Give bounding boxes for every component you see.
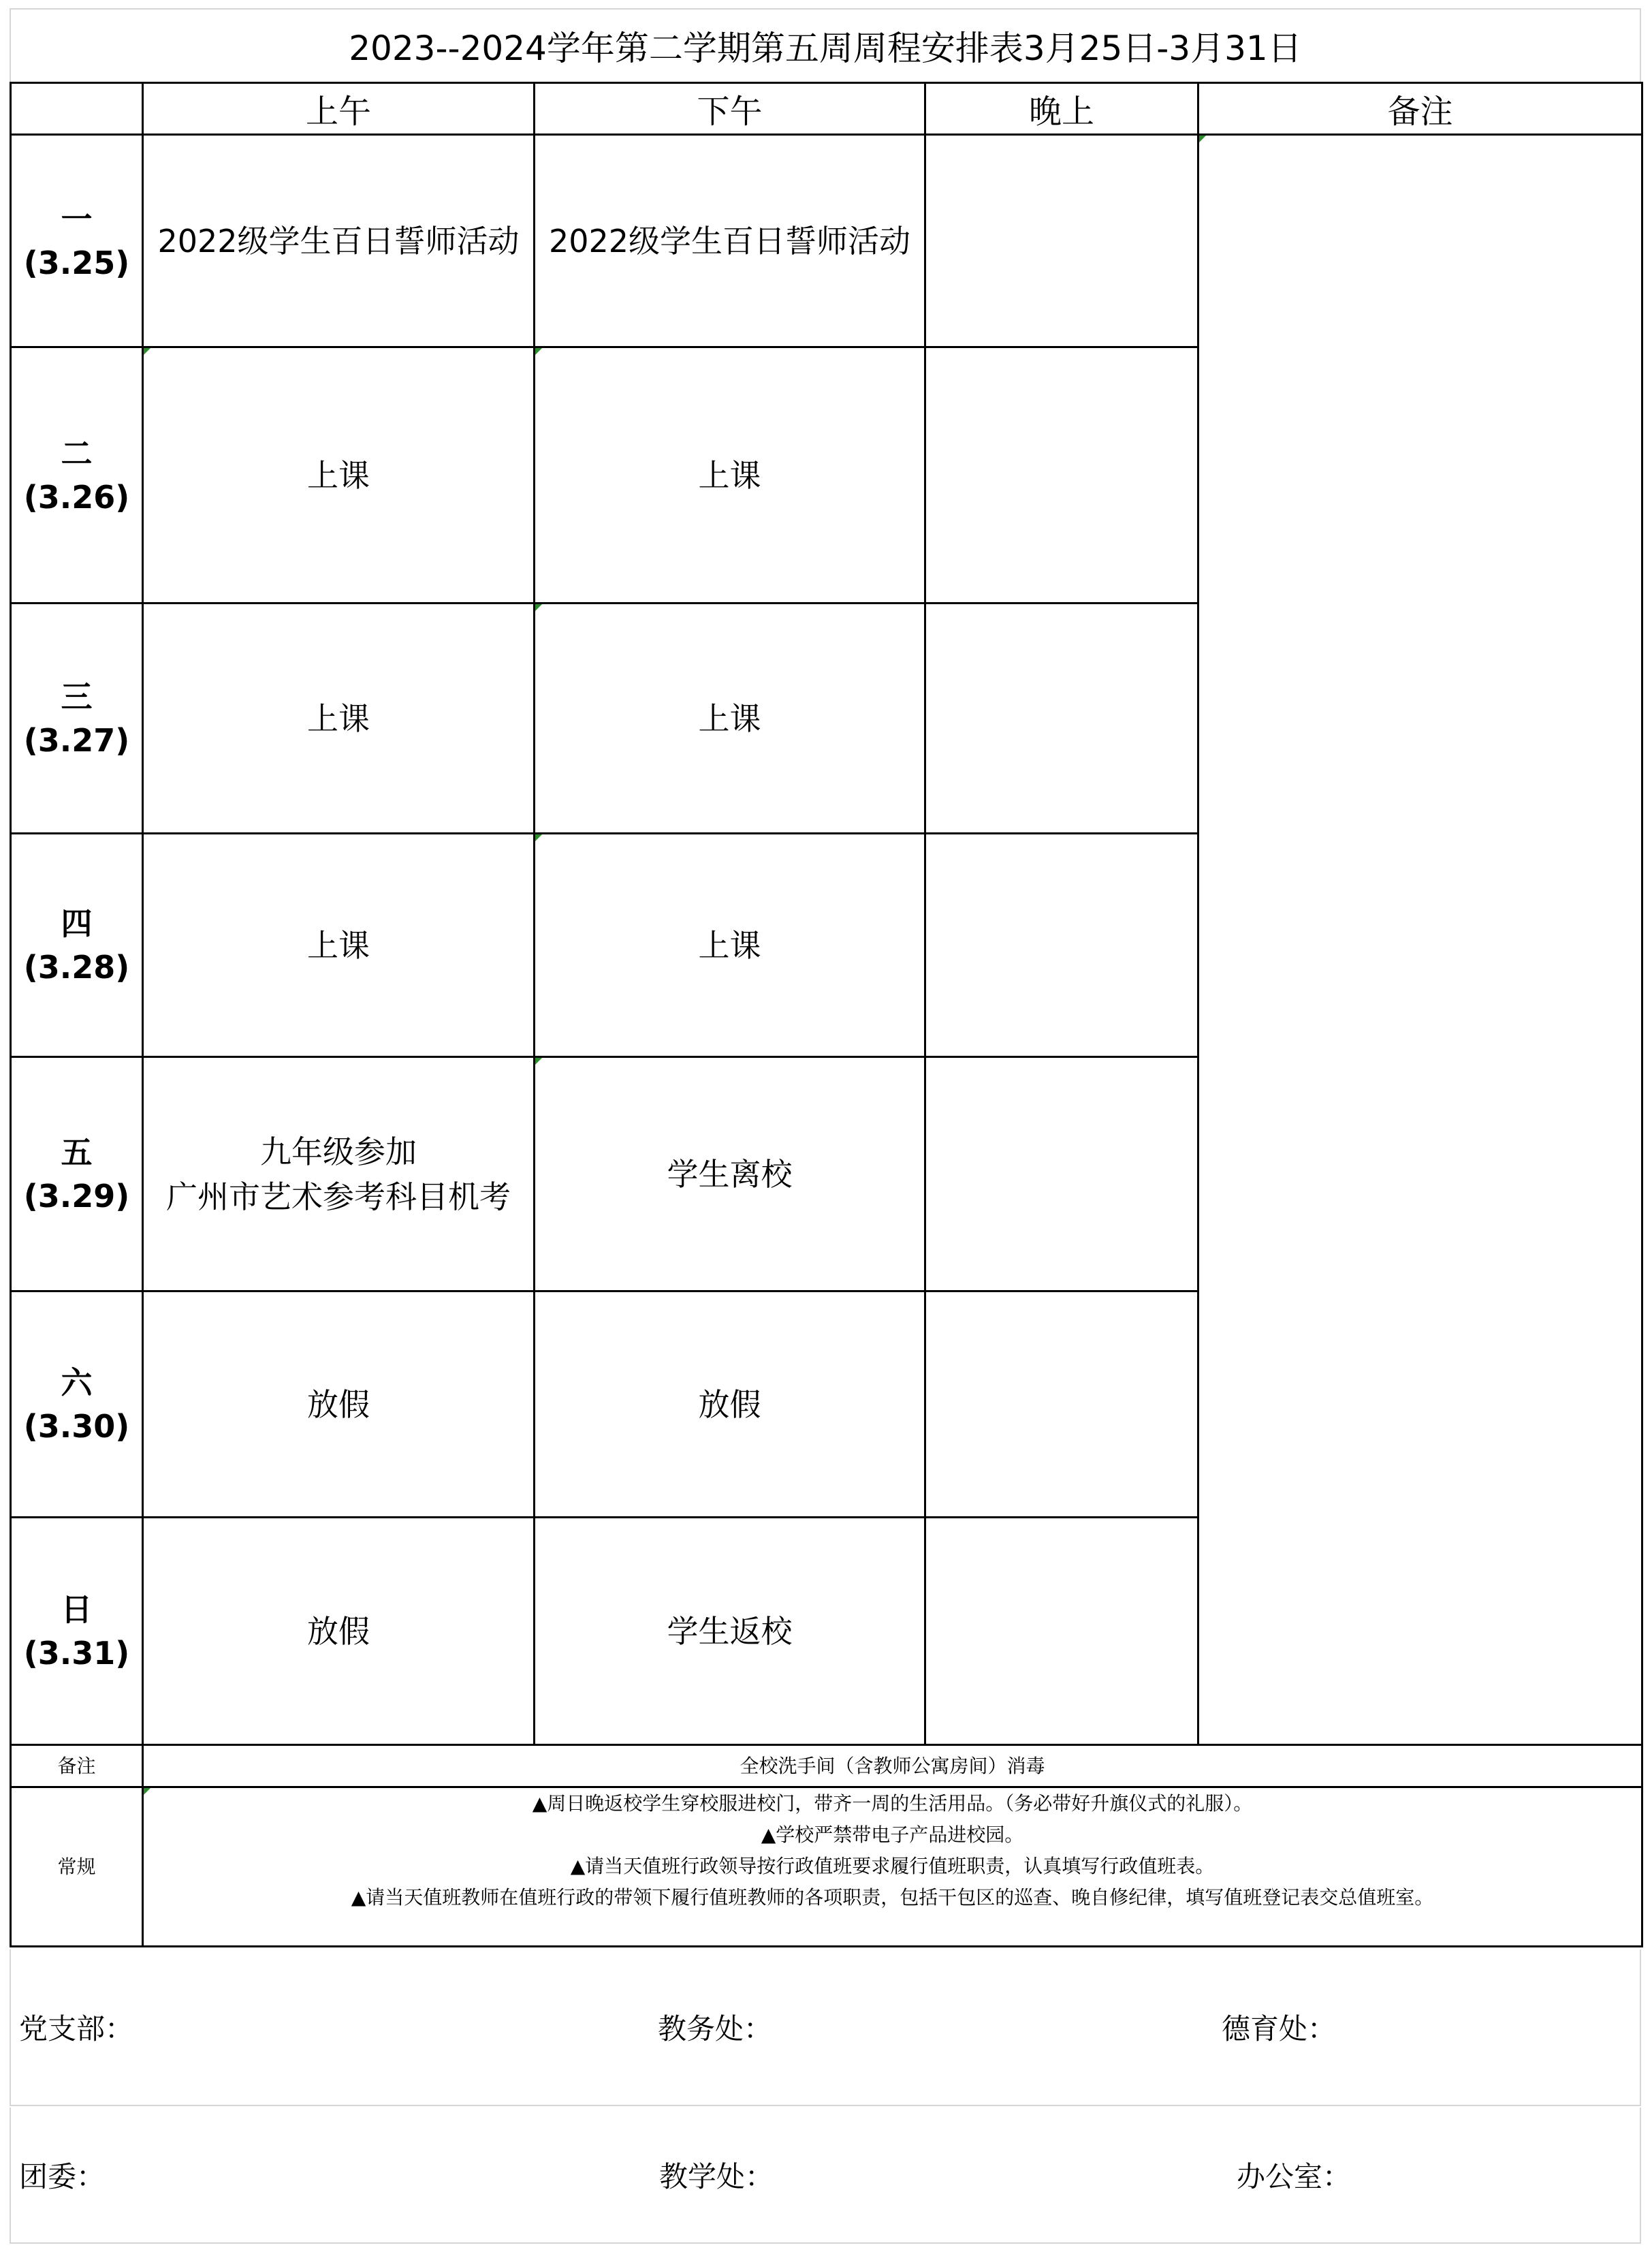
day-name: 日 (61, 1591, 93, 1628)
morning-cell: 放假 (143, 1291, 535, 1518)
signature-youth-league: 团委： (19, 2160, 106, 2193)
day-name: 六 (61, 1364, 93, 1401)
day-date: (3.25) (23, 244, 130, 281)
day-cell (11, 135, 143, 347)
routine-label: 常规 (11, 1787, 143, 1947)
afternoon-cell: 2022级学生百日誓师活动 (535, 135, 925, 347)
morning-cell: 上课 (143, 347, 535, 604)
header-row (11, 83, 1642, 135)
signature-academic-affairs: 教务处： (658, 2012, 773, 2046)
day-name: 四 (61, 905, 93, 942)
col-header-notes: 备注 (1198, 83, 1642, 135)
schedule-table (10, 82, 1643, 1947)
col-header-evening: 晚上 (925, 83, 1198, 135)
col-header-morning: 上午 (143, 83, 535, 135)
afternoon-cell: 放假 (535, 1291, 925, 1518)
day-date: (3.30) (23, 1407, 130, 1445)
morning-cell: 上课 (143, 834, 535, 1057)
routine-line: ▲学校严禁带电子产品进校园。 (761, 1823, 1024, 1846)
signature-general-office: 办公室： (1237, 2160, 1352, 2193)
routine-text (143, 1787, 1642, 1947)
afternoon-cell: 上课 (535, 347, 925, 604)
remarks-text: 全校洗手间（含教师公寓房间）消毒 (143, 1745, 1642, 1787)
schedule-sheet (10, 8, 1641, 1947)
morning-cell: 2022级学生百日誓师活动 (143, 135, 535, 347)
remarks-row (11, 1745, 1642, 1787)
day-date: (3.28) (23, 948, 130, 986)
sheet-title: 2023--2024学年第二学期第五周周程安排表3月25日-3月31日 (10, 8, 1641, 82)
day-name: 五 (61, 1133, 93, 1171)
afternoon-cell: 上课 (535, 834, 925, 1057)
afternoon-cell: 学生返校 (535, 1518, 925, 1745)
evening-cell (925, 1057, 1198, 1291)
remarks-label: 备注 (11, 1745, 143, 1787)
signature-teaching-office: 教学处： (659, 2160, 774, 2193)
day-date: (3.27) (23, 721, 130, 759)
day-cell (11, 347, 143, 604)
day-name: 二 (61, 435, 93, 472)
day-cell (11, 1518, 143, 1745)
morning-line-2: 广州市艺术参考科目机考 (166, 1178, 511, 1215)
afternoon-cell: 学生离校 (535, 1057, 925, 1291)
evening-cell (925, 1291, 1198, 1518)
signature-row-1 (10, 1949, 1641, 2106)
corner-cell (11, 83, 143, 135)
signature-moral-education: 德育处： (1222, 2012, 1337, 2046)
routine-line: ▲周日晚返校学生穿校服进校门，带齐一周的生活用品。（务必带好升旗仪式的礼服）。 (532, 1792, 1253, 1815)
notes-cell (1198, 135, 1642, 1745)
day-date: (3.26) (23, 478, 130, 516)
day-name: 一 (61, 200, 93, 238)
day-cell (11, 1291, 143, 1518)
day-cell (11, 834, 143, 1057)
routine-line: ▲请当天值班行政领导按行政值班要求履行值班职责，认真填写行政值班表。 (570, 1855, 1215, 1877)
signature-party-branch: 党支部： (19, 2012, 134, 2046)
evening-cell (925, 1518, 1198, 1745)
day-date: (3.31) (23, 1634, 130, 1672)
morning-cell (143, 1057, 535, 1291)
evening-cell (925, 135, 1198, 347)
evening-cell (925, 834, 1198, 1057)
evening-cell (925, 604, 1198, 834)
table-row (11, 135, 1642, 347)
routine-row (11, 1787, 1642, 1947)
signature-row-2 (10, 2108, 1641, 2244)
evening-cell (925, 347, 1198, 604)
day-name: 三 (61, 678, 93, 715)
morning-line-1: 九年级参加 (260, 1133, 417, 1170)
routine-line: ▲请当天值班教师在值班行政的带领下履行值班教师的各项职责，包括干包区的巡查、晚自修纪律，填写值班登记表交总值班室。 (351, 1886, 1434, 1909)
morning-cell: 上课 (143, 604, 535, 834)
day-cell (11, 604, 143, 834)
col-header-afternoon: 下午 (535, 83, 925, 135)
day-date: (3.29) (23, 1177, 130, 1215)
afternoon-cell: 上课 (535, 604, 925, 834)
morning-cell: 放假 (143, 1518, 535, 1745)
day-cell (11, 1057, 143, 1291)
